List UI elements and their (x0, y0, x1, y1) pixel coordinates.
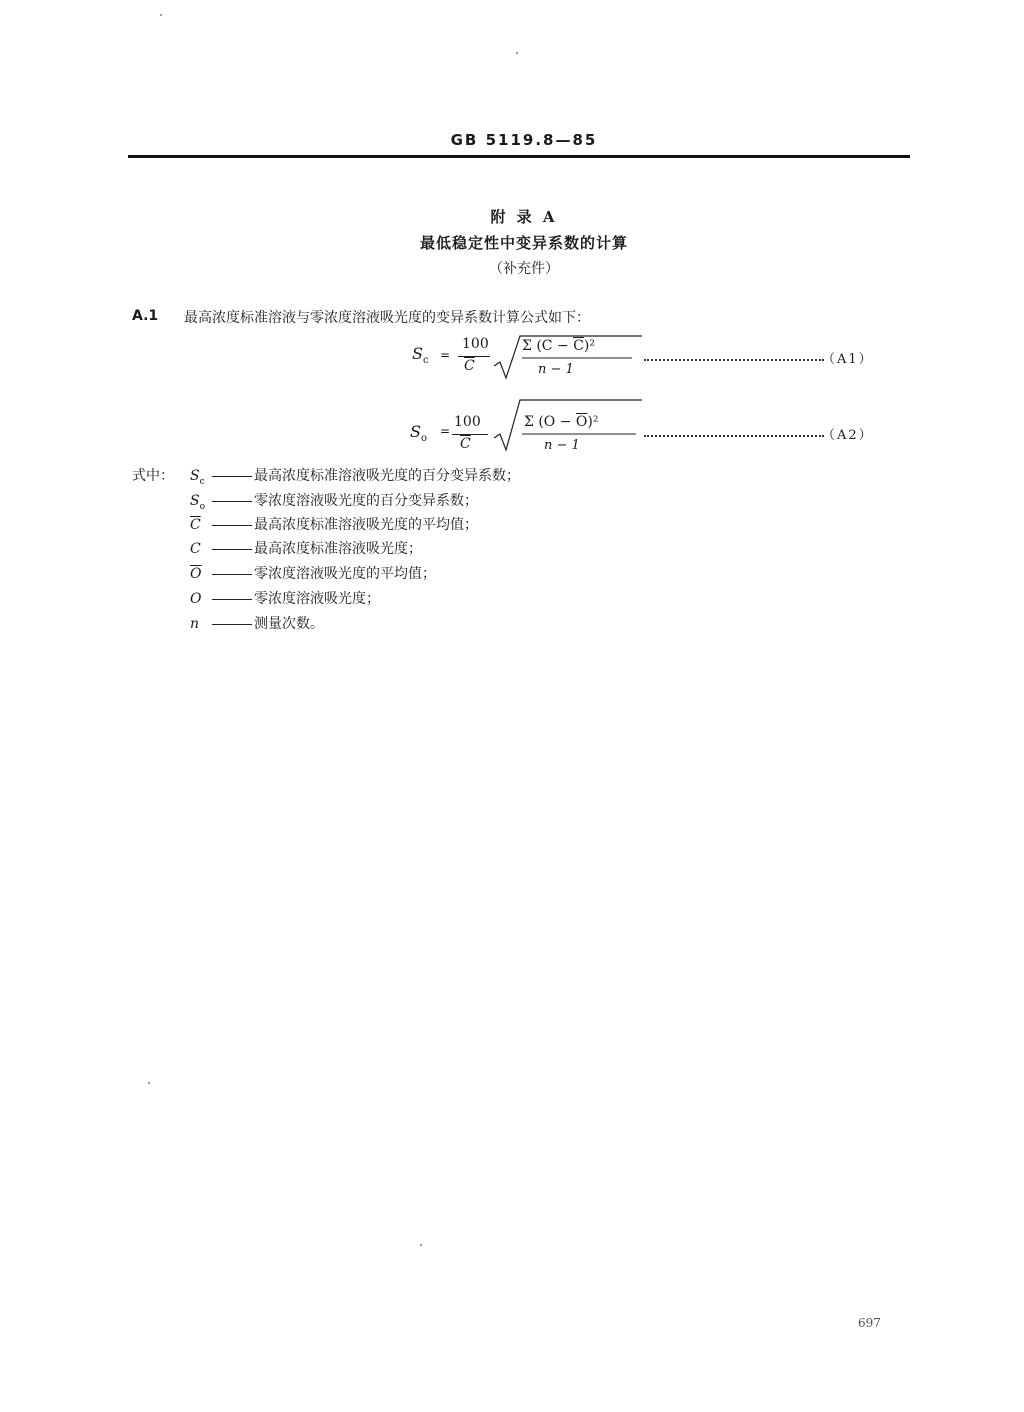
appendix-note: （补充件） (489, 261, 559, 277)
formula-a2-fraction-line (452, 434, 488, 435)
formula-a2-denominator: $\overline{C}$ (460, 436, 471, 452)
definition-symbol: n (190, 616, 200, 632)
definition-dash (212, 599, 252, 600)
definition-row (190, 465, 520, 489)
definition-symbol: $S_c$ (190, 468, 205, 487)
definition-text: 最高浓度标准溶液吸光度的平均值； (254, 517, 478, 533)
formula-a2-leader-dots (644, 434, 824, 437)
formula-a1-lhs: $S_c$ (412, 344, 429, 367)
clause-text: 最高浓度标准溶液与零浓度溶液吸光度的变异系数计算公式如下： (184, 310, 590, 326)
formula-a2-radicand: Σ $(O - \overline{O})^2$ (524, 414, 599, 430)
definition-text: 测量次数。 (254, 616, 324, 632)
definition-symbol: $\overline{O}$ (190, 566, 202, 582)
formula-a2-radicand-denominator: n − 1 (544, 438, 580, 453)
formula-a1-denominator: $\overline{C}$ (464, 358, 475, 374)
definition-row (190, 613, 324, 637)
definition-symbol: $S_o$ (190, 493, 206, 512)
formula-a1-tag: （A1） (822, 352, 874, 367)
formula-a1 (410, 334, 890, 388)
formula-a2-tag: （A2） (822, 428, 874, 443)
definition-dash (212, 476, 252, 477)
scan-speck (148, 1082, 150, 1084)
clause-number: A.1 (132, 308, 159, 324)
where-label: 式中： (132, 468, 174, 484)
definition-dash (212, 501, 252, 502)
definition-symbol: O (190, 591, 202, 607)
formula-a1-radicand-denominator: n − 1 (538, 362, 574, 377)
formula-a1-leader-dots (644, 358, 824, 361)
formula-a2-radicand-mean: $\overline{O}$ (575, 414, 588, 430)
standard-code: GB 5119.8—85 (450, 131, 598, 149)
definition-text: 零浓度溶液吸光度； (254, 591, 380, 607)
formula-a1-fraction-line (458, 356, 490, 357)
scan-speck (516, 52, 518, 54)
page-number: 697 (858, 1316, 881, 1330)
definition-row (190, 563, 436, 587)
scan-speck (160, 14, 162, 16)
formula-a2-lhs: $S_o$ (410, 422, 427, 445)
formula-a1-equals: = (440, 348, 451, 362)
definition-row (190, 514, 478, 538)
definition-text: 零浓度溶液吸光度的百分变异系数； (254, 493, 478, 509)
scan-speck (420, 1244, 422, 1246)
formula-a2-equals: = (440, 424, 451, 438)
definition-dash (212, 574, 252, 575)
definition-row (190, 588, 380, 612)
definition-dash (212, 624, 252, 625)
appendix-label: 附 录 A (490, 208, 558, 226)
formula-a1-radicand-mean: $\overline{C}$ (573, 338, 584, 354)
formula-a2 (410, 398, 890, 452)
formula-a1-radicand: Σ $(C - \overline{C})^2$ (522, 338, 595, 354)
appendix-title: 最低稳定性中变异系数的计算 (419, 234, 628, 252)
definition-symbol: C (190, 541, 201, 557)
header-rule (128, 155, 910, 158)
definition-row (190, 490, 478, 514)
formula-a1-numerator: 100 (462, 336, 489, 352)
definition-dash (212, 525, 252, 526)
definition-text: 最高浓度标准溶液吸光度； (254, 541, 422, 557)
definition-row (190, 538, 422, 562)
definition-text: 最高浓度标准溶液吸光度的百分变异系数； (254, 468, 520, 484)
definition-text: 零浓度溶液吸光度的平均值； (254, 566, 436, 582)
definition-dash (212, 549, 252, 550)
definition-symbol: $\overline{C}$ (190, 517, 201, 533)
formula-a2-numerator: 100 (454, 414, 481, 430)
